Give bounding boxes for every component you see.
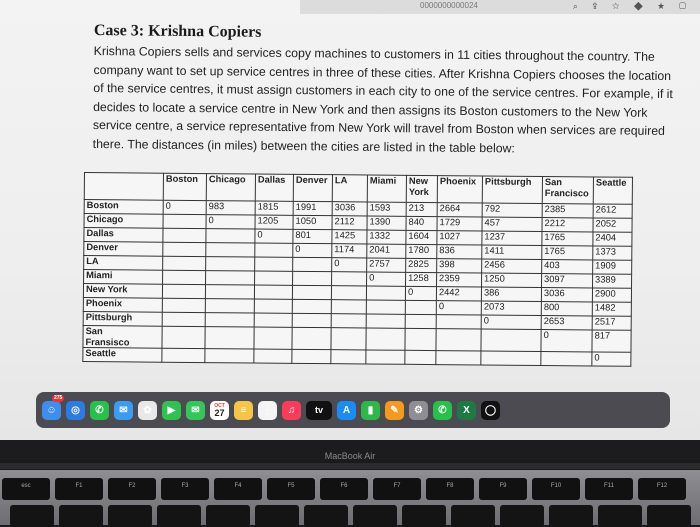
messages-icon[interactable]: ✉ [186,401,205,420]
distance-cell [163,242,206,256]
whatsapp-icon[interactable]: ✆ [90,401,109,420]
distance-cell: 2112 [332,216,367,230]
distance-cell: 801 [293,229,332,243]
distance-cell [405,328,436,350]
settings-icon[interactable]: ⚙ [409,401,428,420]
number-row-key[interactable] [59,505,103,527]
distance-cell: 1593 [367,202,406,216]
distance-cell: 1780 [406,244,437,258]
row-header: Phoenix [83,297,162,312]
distance-cell: 1729 [437,217,482,231]
column-header: LA [332,175,367,202]
distance-cell [366,314,405,328]
distance-cell: 1332 [367,230,406,244]
distance-cell: 2612 [593,204,632,218]
distance-cell [162,326,205,348]
distance-cell [206,229,255,243]
distance-cell: 836 [437,245,482,259]
row-header: San Fransisco [83,325,162,348]
distance-cell [205,349,254,363]
distance-cell [481,329,541,352]
distance-cell [331,300,366,314]
distance-cell [254,285,292,299]
distance-cell [292,285,331,299]
excel-icon[interactable]: X [457,401,476,420]
distance-cell: 2041 [367,244,406,258]
distance-cell [541,351,592,365]
distance-cell: 213 [406,202,437,216]
distance-cell: 1765 [542,245,593,259]
distance-cell: 1237 [482,231,542,246]
distance-cell: 1050 [293,215,332,229]
number-row-key[interactable] [10,505,54,527]
key-f7[interactable]: F7 [373,478,421,500]
keyboard [0,470,700,525]
row-header: Denver [84,242,163,257]
notification-badge: 275 [54,394,63,401]
distance-cell: 2212 [542,217,593,231]
distance-cell [292,327,331,349]
number-row-key[interactable] [206,505,250,527]
key-f8[interactable]: F8 [426,478,474,500]
distance-cell [405,314,436,328]
distance-cell: 1411 [482,245,542,260]
distance-cell: 0 [405,286,436,300]
key-f5[interactable]: F5 [267,478,315,500]
column-header: Phoenix [437,176,482,203]
pages-icon[interactable]: ✎ [385,401,404,420]
distance-cell: 1815 [255,201,293,215]
row-header: Pittsburgh [83,311,162,326]
numbers-icon[interactable]: ▮ [361,401,380,420]
row-header: LA [84,256,163,271]
distance-cell [254,299,292,313]
key-f10[interactable]: F10 [532,478,580,500]
distance-cell: 3036 [541,287,592,301]
number-row-key[interactable] [598,505,642,527]
distance-cell [163,214,206,228]
table-body [83,200,632,367]
calendar-icon[interactable] [210,401,229,420]
distance-cell: 386 [481,287,541,302]
column-header: Boston [163,173,206,200]
distance-cell [292,313,331,327]
appstore-icon[interactable]: A [337,401,356,420]
distance-cell: 0 [541,329,592,351]
distance-cell: 2404 [593,232,632,246]
case-title: Case 3: Krishna Copiers [93,22,262,41]
distance-cell: 0 [293,243,332,257]
distance-cell: 1482 [592,302,631,316]
distance-cell: 2653 [541,315,592,329]
distance-cell [255,271,293,285]
distance-cell [331,328,366,350]
distance-cell: 1991 [293,201,332,215]
key-f4[interactable]: F4 [214,478,262,500]
distance-cell: 1390 [367,216,406,230]
distance-cell [331,314,366,328]
distance-cell: 2456 [482,259,542,274]
macbook-label: MacBook Air [324,451,376,461]
distance-cell: 0 [255,229,293,243]
key-f2[interactable]: F2 [108,478,156,500]
distance-cell: 0 [436,301,481,315]
distance-cell [366,286,405,300]
key-f12[interactable]: F12 [638,478,686,500]
distance-cell [292,299,331,313]
distance-cell [255,257,293,271]
number-row-key[interactable] [549,505,593,527]
row-header: Miami [84,270,163,285]
distance-cell: 0 [163,200,206,214]
distance-cell [206,257,255,271]
whatsapp2-icon[interactable]: ✆ [433,401,452,420]
distance-cell [405,300,436,314]
distance-cell [481,351,541,366]
distance-table [82,172,633,367]
distance-cell [366,350,405,364]
distance-cell: 3097 [542,273,593,287]
browser-icons[interactable]: ⌕ ⇪ ☆ ◆ ★ ▢ [572,1,692,11]
column-header: Pittsburgh [482,176,542,204]
key-esc[interactable]: esc [2,478,50,500]
distance-cell: 1373 [593,246,632,260]
distance-cell: 2359 [437,273,482,287]
distance-cell: 1909 [593,260,632,274]
key-f3[interactable]: F3 [161,478,209,500]
number-row-key[interactable] [108,505,152,527]
distance-table-wrapper [82,172,633,367]
distance-cell [436,315,481,329]
mail-icon[interactable]: ✉ [114,401,133,420]
column-header: New York [406,175,437,202]
distance-cell: 983 [206,201,255,215]
facetime-icon[interactable]: ▶ [162,401,181,420]
column-header: Chicago [206,174,255,201]
number-row-key[interactable] [157,505,201,527]
distance-cell [332,272,367,286]
distance-cell [254,327,292,349]
distance-cell: 2073 [481,301,541,316]
distance-cell: 2664 [437,203,482,217]
key-f11[interactable]: F11 [585,478,633,500]
distance-cell: 0 [592,352,631,366]
distance-cell [206,271,255,285]
spotify-icon[interactable]: ◯ [481,401,500,420]
distance-cell [331,286,366,300]
distance-cell [254,349,292,363]
distance-cell [366,328,405,350]
key-f6[interactable]: F6 [320,478,368,500]
distance-cell: 2900 [592,288,631,302]
distance-cell [292,349,331,363]
safari-icon[interactable]: ◎ [66,401,85,420]
column-header: Dallas [255,174,293,201]
distance-cell: 0 [367,272,406,286]
distance-cell [162,298,205,312]
distance-cell: 1765 [542,231,593,245]
row-header: New York [83,284,162,299]
distance-cell: 0 [206,215,255,229]
distance-cell [405,350,436,364]
calendar-month: OCT [214,403,225,409]
distance-cell: 1258 [406,272,437,286]
distance-cell: 457 [482,217,542,232]
distance-cell [436,351,481,365]
distance-cell [162,348,205,362]
distance-cell: 3389 [593,274,632,288]
distance-cell: 1205 [255,215,293,229]
number-row-key[interactable] [451,505,495,527]
distance-cell: 840 [406,216,437,230]
key-f1[interactable]: F1 [55,478,103,500]
distance-cell [436,329,481,351]
finder-icon[interactable]: ☺ 275 [42,401,61,420]
corner-cell [84,173,163,201]
browser-toolbar [300,0,700,14]
distance-cell: 1174 [332,244,367,258]
distance-cell [163,228,206,242]
url-fragment[interactable]: 0000000000024 [420,1,478,10]
row-header: Chicago [84,214,163,229]
distance-cell [255,243,293,257]
distance-cell: 1425 [332,230,367,244]
column-header: Denver [293,174,332,201]
distance-cell: 2825 [406,258,437,272]
distance-cell [293,257,332,271]
number-row-key[interactable] [500,505,544,527]
row-header: Boston [84,200,163,215]
key-f9[interactable]: F9 [479,478,527,500]
distance-cell [205,327,254,349]
distance-cell: 1027 [437,231,482,245]
distance-cell: 2757 [367,258,406,272]
distance-cell: 2442 [436,287,481,301]
distance-cell: 3036 [332,202,367,216]
distance-cell [162,312,205,326]
distance-cell: 0 [481,315,541,330]
distance-cell: 792 [482,203,542,218]
row-header: Seattle [83,347,162,362]
distance-cell: 398 [437,259,482,273]
column-header: Miami [367,175,406,202]
distance-cell [331,350,366,364]
distance-cell [366,300,405,314]
distance-cell: 1250 [482,273,542,288]
distance-cell: 2385 [542,204,593,218]
distance-cell [206,243,255,257]
distance-cell [205,313,254,327]
column-header: San Francisco [542,177,593,204]
distance-cell [293,271,332,285]
distance-cell: 0 [332,258,367,272]
distance-cell: 403 [542,259,593,273]
number-row-key[interactable] [304,505,348,527]
apple-tv-icon[interactable]: tv [306,401,332,420]
distance-cell: 2052 [593,218,632,232]
distance-cell [205,299,254,313]
distance-cell: 817 [592,330,631,352]
number-row-key[interactable] [402,505,446,527]
music-icon[interactable]: ♫ [282,401,301,420]
case-paragraph: Krishna Copiers sells and services copy machines to customers in 11 cities throughout the country. The company want to set up service centres in three of these cities. After Krishna Copiers chooses the location of the service centres, it must assign customers in each city to one of the service centres. For example, if it decides to locate a service centre in New York and then assigns its Boston customers to the New York service centre, a service representative from New York will travel from Boston when services are required there. The distances (in miles) between the cities are listed in the table below: [92,43,673,156]
row-header: Dallas [84,228,163,243]
reminders-icon[interactable]: ⋮ [258,401,277,420]
distance-cell [205,285,254,299]
column-header: Seattle [593,177,632,204]
distance-cell [254,313,292,327]
number-row-key[interactable] [647,505,691,527]
distance-cell: 1604 [406,230,437,244]
notes-icon[interactable]: ≡ [234,401,253,420]
distance-cell [162,284,205,298]
number-row-key[interactable] [255,505,299,527]
distance-cell [163,270,206,284]
number-row-key[interactable] [353,505,397,527]
hinge [0,463,700,469]
document-page [93,22,684,160]
distance-cell: 2517 [592,316,631,330]
photos-icon[interactable]: ✿ [138,401,157,420]
distance-cell: 800 [541,301,592,315]
calendar-day: 27 [214,408,225,418]
distance-cell [163,256,206,270]
dock [36,392,670,428]
